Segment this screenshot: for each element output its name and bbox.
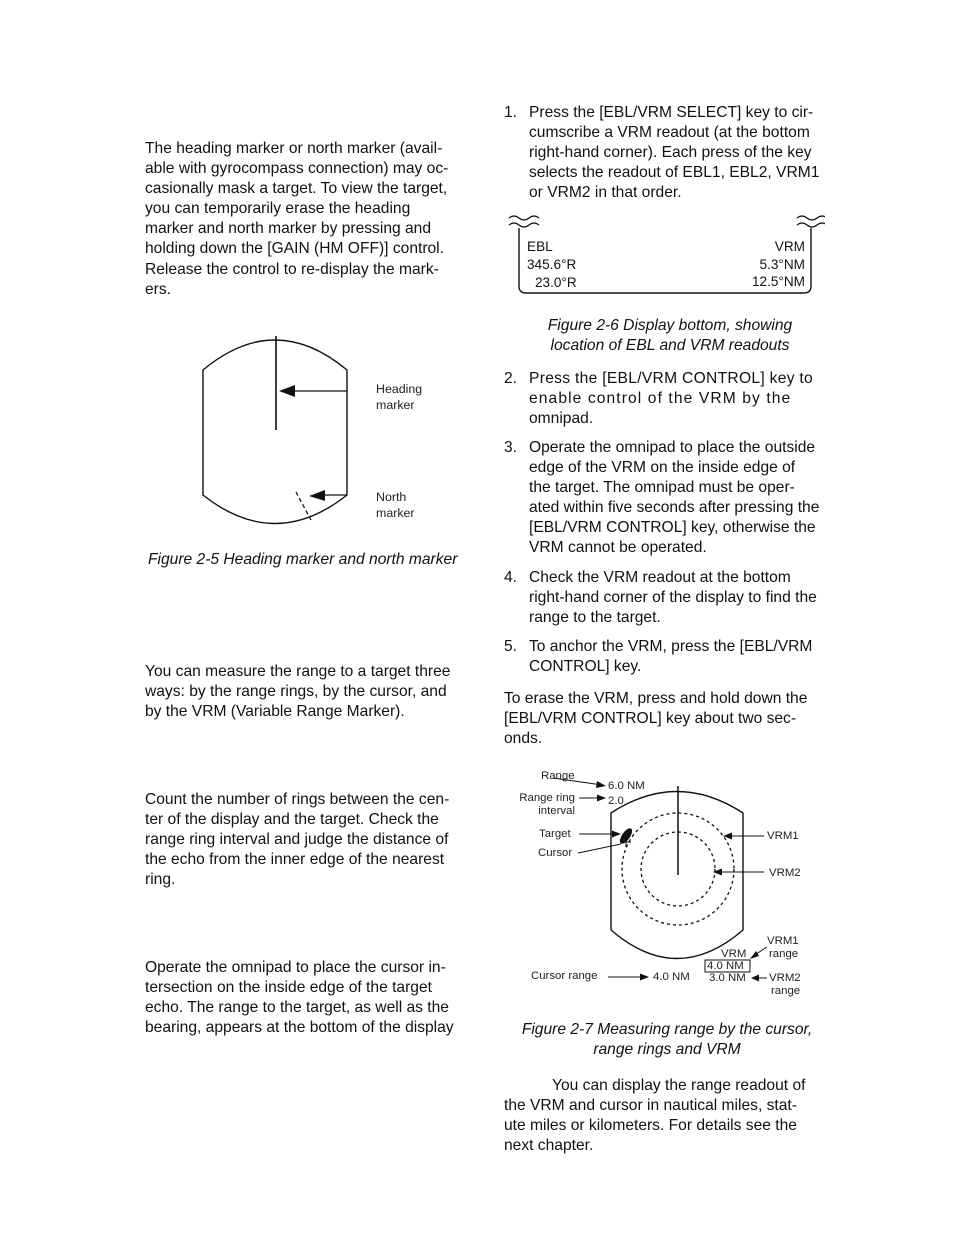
text-line: ter of the display and the target. Check the (145, 811, 439, 829)
figure-2-5-diagram (195, 330, 365, 530)
text-line: ute miles or kilometers. For details see the (504, 1117, 797, 1135)
para-heading-marker (145, 139, 448, 300)
text-line: edge of the VRM on the inside edge of (529, 458, 796, 476)
ring-interval-arrow-head (597, 795, 606, 802)
text-line: [EBL/VRM CONTROL] key about two sec- (504, 710, 797, 728)
ring-interval-label (510, 792, 575, 818)
para-erase-vrm (504, 689, 807, 749)
text-line: Count the number of rings between the cen- (145, 791, 450, 808)
step-number: 4. (504, 569, 518, 586)
label-line: VRM1 (767, 935, 799, 947)
text-line: You can measure the range to a target three (145, 663, 451, 680)
vrm1-label: VRM1 (767, 830, 799, 842)
caption-line: Figure 2-6 Display bottom, showing (547, 317, 793, 334)
text-line: range ring interval and judge the distance of (145, 831, 449, 849)
caption-line: range rings and VRM (593, 1041, 741, 1058)
vrm2-range-label (769, 972, 801, 997)
label-line: range (769, 947, 799, 960)
text-line: Press the [EBL/VRM CONTROL] key to (529, 370, 814, 387)
cursor-range-arrow-head (640, 974, 649, 981)
text-line: [EBL/VRM CONTROL] key, otherwise the (529, 518, 816, 536)
text-line: VRM cannot be operated. (529, 538, 707, 556)
text-line: tersection on the inside edge of the target (145, 979, 432, 997)
vrm-readout-title: VRM (721, 948, 747, 960)
vrm1-range-arrow-head (750, 951, 759, 959)
heading-marker-label (376, 382, 422, 413)
ebl-value: 23.0°R (535, 275, 577, 290)
label-line: interval (538, 805, 575, 817)
step-number: 1. (504, 104, 518, 121)
radar-display-outline (611, 792, 743, 959)
figure-2-5-caption: Figure 2-5 Heading marker and north marker (148, 551, 458, 568)
text-line: enable control of the VRM by the (529, 389, 792, 407)
text-line: able with gyrocompass connection) may oc- (145, 160, 449, 178)
vrm1-range-label (767, 935, 799, 960)
text-line: The heading marker or north marker (avail- (145, 140, 443, 157)
break-mark-left (509, 216, 539, 220)
figure-2-7-caption (504, 1020, 830, 1060)
text-line: Release the control to re-display the mark- (145, 260, 439, 278)
text-line: the VRM and cursor in nautical miles, stat- (504, 1097, 797, 1115)
cursor-pointer-line (578, 844, 621, 853)
text-line: ways: by the range rings, by the cursor, and (145, 683, 447, 701)
vrm-readout-value-2: 3.0 NM (709, 972, 746, 984)
vrm-value: 12.5°NM (751, 274, 805, 289)
text-line: the echo from the inner edge of the nearest (145, 851, 445, 869)
text-line: Press the [EBL/VRM SELECT] key to cir- (529, 104, 814, 121)
text-line: right-hand corner of the display to find the (529, 588, 817, 606)
north-marker-line (296, 492, 311, 520)
ebl-readout (527, 238, 577, 292)
text-line: CONTROL] key. (529, 657, 642, 675)
text-line: by the VRM (Variable Range Marker). (145, 703, 405, 721)
text-line: You can display the range readout of (552, 1077, 806, 1094)
break-mark-left (509, 223, 539, 227)
text-line: ers. (145, 280, 171, 298)
vrm-value: 5.3°NM (759, 256, 805, 272)
ring-interval-value: 2.0 (608, 795, 624, 807)
break-mark-right (797, 216, 825, 220)
vrm-readout-value-1: 4.0 NM (707, 960, 744, 972)
vrm-readout (735, 238, 805, 291)
text-line: cumscribe a VRM readout (at the bottom (529, 123, 810, 141)
text-line: bearing, appears at the bottom of the display (145, 1019, 454, 1037)
text-line: next chapter. (504, 1137, 594, 1155)
text-line: holding down the [GAIN (HM OFF)] control. (145, 240, 444, 258)
range-label: Range (541, 770, 575, 782)
vrm2-range-arrow-head (751, 975, 759, 982)
text-line: range to the target. (529, 608, 661, 626)
ebl-title: EBL (527, 239, 553, 254)
cursor-range-label: Cursor range (531, 970, 598, 982)
label-line: North (376, 490, 407, 504)
text-line: echo. The range to the target, as well as the (145, 999, 449, 1017)
text-line: Check the VRM readout at the bottom (529, 569, 791, 586)
range-arrow-head (596, 781, 606, 788)
range-value: 6.0 NM (608, 780, 645, 792)
text-line: selects the readout of EBL1, EBL2, VRM1 (529, 163, 820, 181)
label-line: Range ring (519, 792, 575, 804)
text-line: casionally mask a target. To view the target, (145, 180, 448, 198)
step-number: 3. (504, 439, 518, 456)
text-line: marker and north marker by pressing and (145, 220, 432, 238)
para-measure-range (145, 662, 450, 722)
figure-2-6-caption (504, 316, 836, 356)
heading-arrow-head (279, 385, 295, 397)
text-line: the target. The omnipad must be oper- (529, 478, 795, 496)
cursor-range-value: 4.0 NM (653, 971, 690, 983)
vrm2-label: VRM2 (769, 867, 801, 879)
label-line: marker (376, 505, 415, 520)
para-range-units (504, 1076, 805, 1156)
text-line: omnipad. (529, 409, 594, 427)
cursor-label: Cursor (538, 847, 573, 859)
vrm-title: VRM (774, 239, 805, 254)
target-label: Target (539, 828, 571, 840)
para-cursor (145, 958, 454, 1038)
label-line: marker (376, 397, 415, 412)
north-marker-label (376, 490, 415, 521)
text-line: right-hand corner). Each press of the key (529, 143, 812, 161)
text-line: ring. (145, 871, 176, 889)
text-line: ated within five seconds after pressing the (529, 498, 820, 516)
label-line: range (771, 984, 801, 997)
text-line: Operate the omnipad to place the outside (529, 439, 816, 456)
text-line: Operate the omnipad to place the cursor in- (145, 959, 446, 976)
step-number: 5. (504, 638, 518, 655)
label-line: Heading (376, 382, 423, 396)
step-number: 2. (504, 370, 518, 387)
break-mark-right (797, 223, 825, 227)
ebl-value: 345.6°R (527, 257, 577, 272)
caption-line: location of EBL and VRM readouts (550, 337, 790, 354)
text-line: or VRM2 in that order. (529, 183, 682, 201)
text-line: To anchor the VRM, press the [EBL/VRM (529, 638, 813, 655)
target-arrow-head (612, 831, 621, 838)
para-range-rings (145, 790, 449, 890)
text-line: To erase the VRM, press and hold down the (504, 690, 808, 707)
caption-line: Figure 2-7 Measuring range by the cursor, (521, 1021, 813, 1038)
north-arrow-head (309, 490, 325, 501)
label-line: VRM2 (769, 972, 801, 984)
radar-display-outline (203, 340, 347, 524)
text-line: you can temporarily erase the heading (145, 200, 411, 218)
text-line: onds. (504, 730, 543, 748)
